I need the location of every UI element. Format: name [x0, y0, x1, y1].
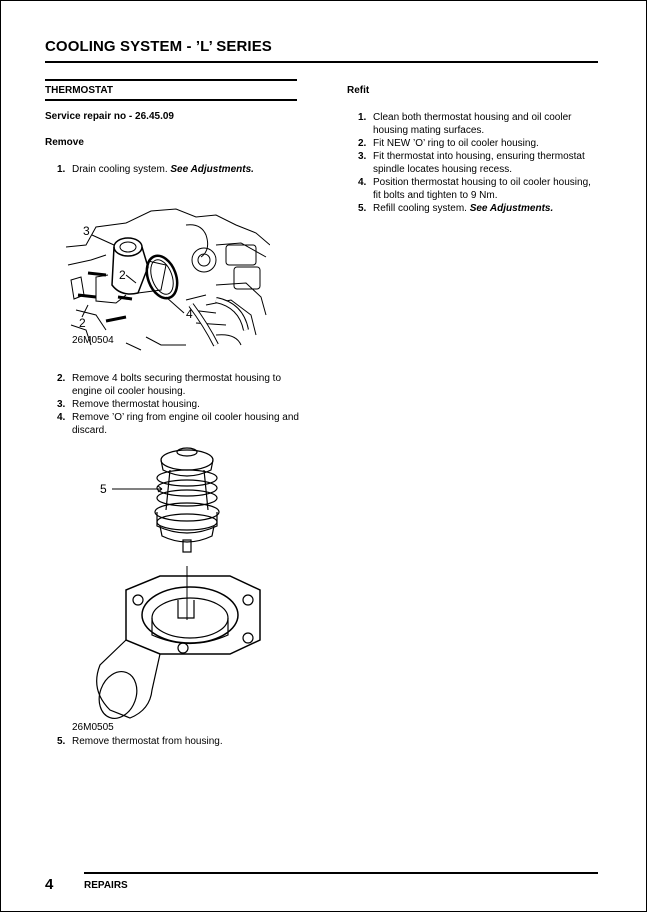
callout-4: 4 [186, 307, 193, 321]
step-number: 2. [358, 138, 367, 149]
step-number: 4. [358, 177, 367, 188]
footer-rule [84, 872, 598, 874]
step-text: Drain cooling system. [72, 164, 171, 175]
step-number: 3. [57, 399, 66, 410]
step-text: Remove thermostat housing. [72, 399, 200, 410]
callout-2-upper: 2 [119, 268, 126, 282]
figure-label-26m0505: 26M0505 [72, 722, 114, 733]
step-number: 4. [57, 412, 66, 423]
step-text: Remove thermostat from housing. [72, 736, 223, 747]
remove-step [45, 411, 300, 437]
remove-steps-b [45, 372, 300, 437]
step-text: Position thermostat housing to oil cooler housing, fit bolts and tighten to 9 Nm. [373, 177, 591, 201]
callout-3: 3 [83, 224, 90, 238]
refit-step [346, 150, 601, 176]
step-text: Refill cooling system. [373, 203, 470, 214]
remove-step [45, 398, 300, 411]
section-title: THERMOSTAT [45, 85, 113, 96]
section-rule-bottom [45, 99, 297, 101]
refit-step [346, 137, 601, 150]
refit-step [346, 176, 601, 202]
refit-steps [346, 111, 601, 215]
step-number: 1. [358, 112, 367, 123]
step-number: 5. [358, 203, 367, 214]
step-text: Remove ’O’ ring from engine oil cooler housing and discard. [72, 412, 299, 436]
step-reference: See Adjustments. [469, 203, 554, 214]
remove-step [45, 372, 300, 398]
step-number: 2. [57, 373, 66, 384]
remove-step [45, 735, 300, 748]
figure-thermostat-housing-engine [66, 205, 270, 353]
figure-label-26m0504: 26M0504 [72, 335, 114, 346]
remove-steps-a [45, 163, 300, 176]
callout-2-lower: 2 [79, 316, 86, 330]
step-text: Fit NEW ’O’ ring to oil cooler housing. [373, 138, 539, 149]
step-text: Clean both thermostat housing and oil cooler housing mating surfaces. [373, 112, 572, 136]
remove-heading: Remove [45, 137, 84, 148]
page-number: 4 [45, 876, 54, 893]
callout-5: 5 [100, 482, 107, 496]
refit-step [346, 111, 601, 137]
refit-heading: Refit [347, 85, 370, 96]
figure-thermostat-exploded [90, 440, 270, 722]
step-number: 3. [358, 151, 367, 162]
section-rule-top [45, 79, 297, 81]
title-rule [45, 61, 598, 63]
remove-step [45, 163, 300, 176]
service-repair-number: Service repair no - 26.45.09 [45, 111, 174, 122]
refit-step [346, 202, 601, 215]
step-number: 5. [57, 736, 66, 747]
step-number: 1. [57, 164, 66, 175]
remove-steps-c [45, 735, 300, 748]
page-title: COOLING SYSTEM - ’L’ SERIES [45, 38, 272, 55]
footer-section-name: REPAIRS [84, 880, 128, 891]
step-text: Remove 4 bolts securing thermostat housing to engine oil cooler housing. [72, 373, 281, 397]
step-reference: See Adjustments. [170, 164, 254, 175]
step-text: Fit thermostat into housing, ensuring thermostat spindle locates housing recess. [373, 151, 585, 175]
